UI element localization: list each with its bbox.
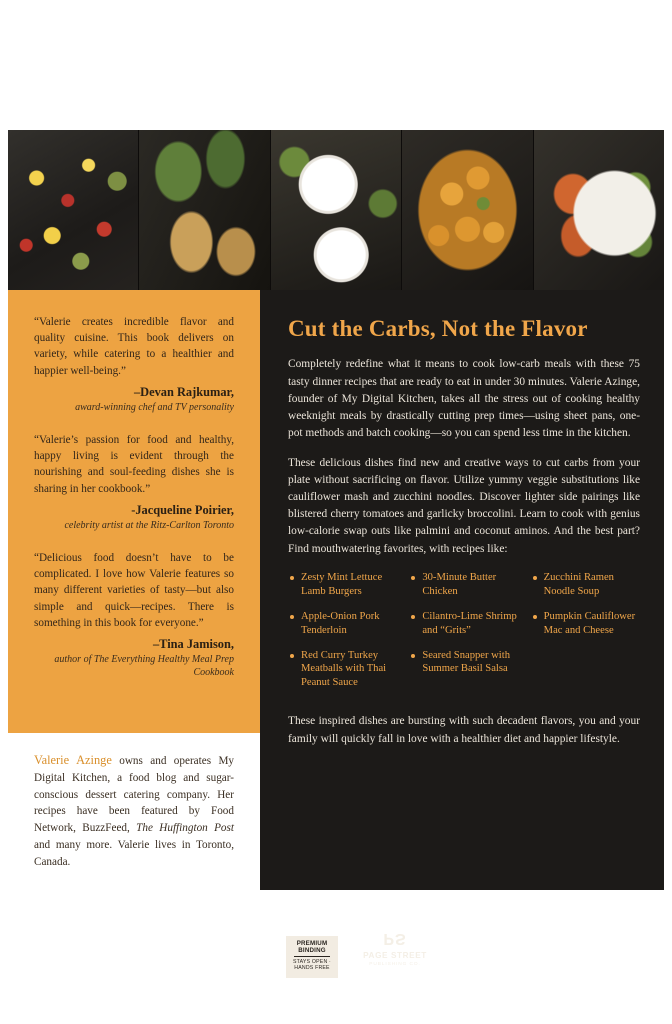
blurb-1 xyxy=(34,314,234,414)
premium-binding-label: PREMIUM BINDING xyxy=(296,940,328,955)
blurb-3 xyxy=(34,550,234,679)
recipe-column-2 xyxy=(409,571,518,702)
recipe-item: Zesty Mint Lettuce Lamb Burgers xyxy=(288,571,397,599)
book-cover xyxy=(8,130,664,972)
author-bio-panel xyxy=(8,733,260,890)
description-paragraph-2: These delicious dishes find new and creative ways to cut carbs from your plate without sacrificing on flavor. Utilize yummy veggie substitutions like cauliflower mash and zucchini noodles. Discover lighter side pairings like blistered cherry tomatoes and garlicky broccolini. Learn to cook with genius low-calorie swap outs like palmini and coconut aminos. And the best part? Find mouthwatering favorites, with recipes like: xyxy=(288,456,640,555)
photo-soup-bowls xyxy=(271,130,402,290)
description-panel xyxy=(260,290,664,890)
author-bio-italic: The Huffington Post xyxy=(136,822,234,835)
recipe-item: Zucchini Ramen Noodle Soup xyxy=(531,571,640,599)
recipe-item: Apple-Onion Pork Tenderloin xyxy=(288,610,397,638)
blurb-2-author: -Jacqueline Poirier, xyxy=(131,502,234,517)
barcode-placeholder xyxy=(498,892,664,984)
photo-salmon-salad-plate xyxy=(534,130,664,290)
cover-headline: Cut the Carbs, Not the Flavor xyxy=(288,316,588,341)
publisher-logo xyxy=(360,930,430,967)
blurb-3-quote: “Delicious food doesn’t have to be complicated. I love how Valerie features so many different varieties of tasty—but also simple and quick—recipes. There is something in this book for everyone.” xyxy=(34,551,234,629)
blurb-panel xyxy=(8,290,260,733)
blurb-3-credential: author of The Everything Healthy Meal Prep Cookbook xyxy=(54,654,234,679)
author-bio-part1: owns and operates My Digital Kitchen, a food blog and sugar-conscious dessert catering company. Her recipes have been featured by Food Network, BuzzFeed, xyxy=(34,755,234,835)
recipe-item: Cilantro-Lime Shrimp and “Grits” xyxy=(409,610,518,638)
premium-binding-sublabel: STAYS OPEN · HANDS FREE xyxy=(293,959,331,972)
author-name: Valerie Azinge xyxy=(34,753,112,767)
author-bio-part2: and many more. Valerie lives in Toronto, Canada. xyxy=(34,838,234,868)
blurb-1-author: –Devan Rajkumar, xyxy=(133,384,234,399)
publisher-sub: PUBLISHING CO. xyxy=(369,962,421,968)
food-photo-strip xyxy=(8,130,664,290)
recipe-item: 30-Minute Butter Chicken xyxy=(409,571,518,599)
photo-greens-and-tacos xyxy=(139,130,270,290)
recipe-item: Pumpkin Cauliflower Mac and Cheese xyxy=(531,610,640,638)
author-bio-text xyxy=(34,751,234,871)
recipe-column-1 xyxy=(288,571,397,702)
description-paragraph-1: Completely redefine what it means to cook low-carb meals with these 75 tasty dinner recipes that are ready to eat in under 30 minutes. Valerie Azinge, founder of My Digital Kitchen, takes all the stress out of cooking healthy weeknight meals by drastically cutting prep times—using sheet pans, one-pot methods and batch cooking—so you can spend less time in the kitchen. xyxy=(288,358,640,439)
blurb-2 xyxy=(34,432,234,532)
blurb-3-author: –Tina Jamison, xyxy=(152,637,234,652)
recipe-item: Red Curry Turkey Meatballs with Thai Peanut Sauce xyxy=(288,649,397,691)
publisher-name: PAGE STREET xyxy=(363,951,427,960)
blurb-2-quote: “Valerie’s passion for food and healthy, happy living is evident through the nourishing and soul-feeding dishes she is sharing in her cookbook.” xyxy=(34,433,234,495)
blurb-1-credential: award-winning chef and TV personality xyxy=(75,401,234,413)
premium-binding-badge xyxy=(286,936,338,978)
recipe-highlights xyxy=(288,571,640,702)
divider xyxy=(294,956,330,957)
photo-skillet-meatballs xyxy=(402,130,533,290)
recipe-column-3 xyxy=(531,571,640,702)
recipe-item: Seared Snapper with Summer Basil Salsa xyxy=(409,649,518,677)
description-paragraph-3: These inspired dishes are bursting with such decadent flavors, you and your family will quickly fall in love with a healthier diet and happier lifestyle. xyxy=(288,715,640,745)
publisher-mark-icon: PS xyxy=(383,930,407,947)
blurb-2-credential: celebrity artist at the Ritz-Carlton Toronto xyxy=(64,519,234,531)
blurb-1-quote: “Valerie creates incredible flavor and quality cuisine. This book delivers on variety, while catering to a healthier and happier well-being.” xyxy=(34,316,234,377)
photo-sheet-pan-lemon-tomato xyxy=(8,130,139,290)
